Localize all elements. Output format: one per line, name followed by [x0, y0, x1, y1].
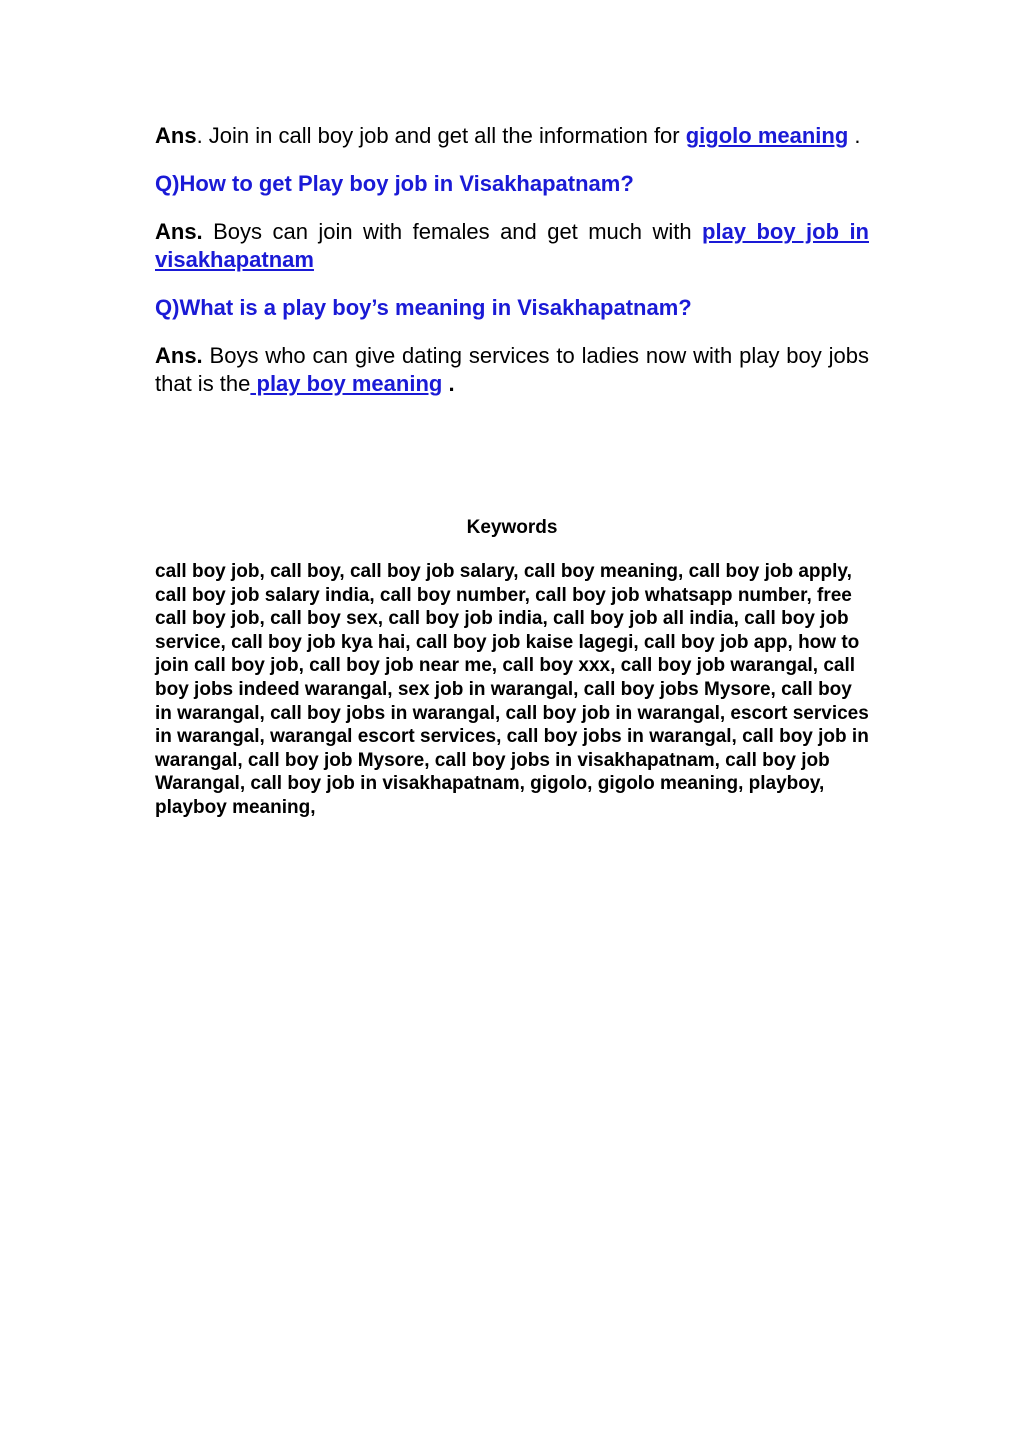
gigolo-meaning-link[interactable]: gigolo meaning [685, 123, 849, 148]
question-play-boy-job: Q)How to get Play boy job in Visakhapatnam? [155, 171, 634, 196]
answer-suffix: . [848, 123, 861, 148]
keywords-title: Keywords [466, 517, 558, 538]
answer-label: Ans. [155, 343, 203, 368]
answer-text: Boys can join with females and get much with [202, 219, 703, 244]
document-page [155, 122, 869, 820]
play-boy-meaning-link[interactable]: play boy meaning [250, 371, 443, 396]
answer-gigolo [155, 122, 869, 150]
answer-play-boy-job [155, 218, 869, 274]
answer-label: Ans. [155, 219, 203, 244]
answer-play-boy-meaning [155, 342, 869, 398]
answer-text: Boys who can give dating services to ladies now with play boy jobs that is the [155, 343, 869, 396]
play-boy-job-link[interactable]: play boy job in visakhapatnam [155, 219, 869, 272]
question-play-boy-meaning: Q)What is a play boy’s meaning in Visakhapatnam? [155, 295, 692, 320]
answer-text: . Join in call boy job and get all the information for [196, 123, 686, 148]
answer-suffix: . [442, 371, 455, 396]
answer-label: Ans [155, 123, 197, 148]
keywords-list: call boy job, call boy, call boy job salary, call boy meaning, call boy job apply, call boy job salary india, call boy number, call boy job whatsapp number, free call boy job, call boy sex, call boy job india, call boy job all india, call boy job service, call boy job kya hai, call boy job kaise lagegi, call boy job app, how to join call boy job, call boy job near me, call boy xxx, call boy job warangal, call boy jobs indeed warangal, sex job in warangal, call boy jobs Mysore, call boy in warangal, call boy jobs in warangal, call boy job in warangal, escort services in warangal, warangal escort services, call boy jobs in warangal, call boy job in warangal, call boy job Mysore, call boy jobs in visakhapatnam, call boy job Warangal, call boy job in visakhapatnam, gigolo, gigolo meaning, playboy, playboy meaning, [155, 561, 869, 818]
